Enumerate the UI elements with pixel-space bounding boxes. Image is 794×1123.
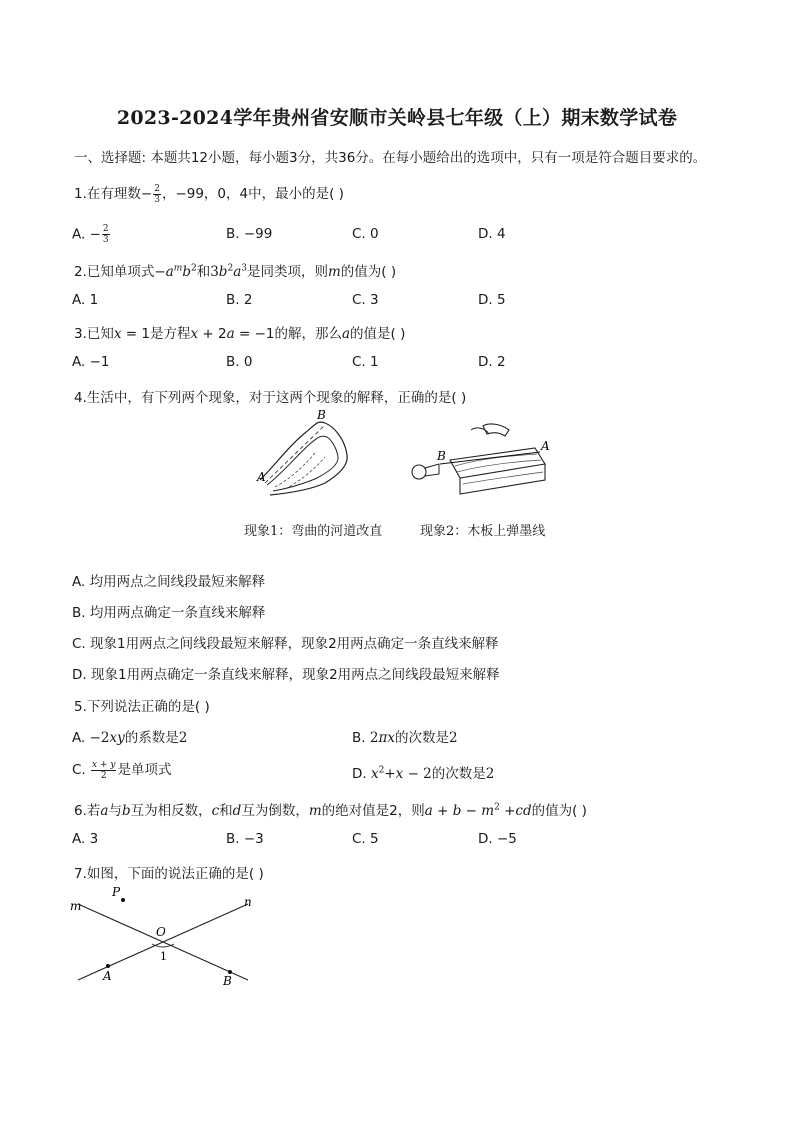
svg-text:B: B bbox=[223, 974, 232, 987]
q6-option-b: B. −3 bbox=[226, 831, 264, 847]
question-2: 2.已知单项式$-a^mb^2$和$3b^2a^3$是同类项，则m的值为( ) bbox=[74, 263, 397, 280]
q1-option-a: A. − $\frac{2}{3}$ bbox=[72, 224, 109, 245]
svg-text:B: B bbox=[317, 408, 326, 422]
wood-board-illustration bbox=[405, 420, 555, 500]
svg-text:A: A bbox=[541, 439, 550, 453]
q4-option-d: D. 现象1用两点确定一条直线来解释，现象2用两点之间线段最短来解释 bbox=[72, 667, 500, 683]
caption-phenomenon-2: 现象2：木板上弹墨线 bbox=[420, 524, 546, 539]
q6-option-a: A. 3 bbox=[72, 831, 99, 847]
svg-text:n: n bbox=[244, 895, 252, 909]
river-illustration bbox=[255, 405, 365, 500]
q3-option-b: B. 0 bbox=[226, 354, 253, 370]
svg-text:1: 1 bbox=[160, 950, 167, 963]
q1-option-d: D. 4 bbox=[478, 226, 506, 242]
q6-option-d: D. −5 bbox=[478, 831, 517, 847]
q4-option-c: C. 现象1用两点之间线段最短来解释，现象2用两点确定一条直线来解释 bbox=[72, 636, 499, 652]
question-5: 5.下列说法正确的是( ) bbox=[74, 699, 210, 715]
caption-phenomenon-1: 现象1：弯曲的河道改直 bbox=[244, 524, 383, 539]
question-6: 6.若a与b互为相反数，c和d互为倒数，m的绝对值是2，则$a + b - m^2 +cd$的值为( ) bbox=[74, 802, 587, 819]
q2-option-d: D. 5 bbox=[478, 292, 506, 308]
q2-option-b: B. 2 bbox=[226, 292, 253, 308]
question-7: 7.如图，下面的说法正确的是( ) bbox=[74, 866, 264, 882]
q1-option-b: B. −99 bbox=[226, 226, 273, 242]
fraction: $\frac{2}{3}$ bbox=[154, 183, 160, 205]
svg-text:A: A bbox=[257, 470, 266, 484]
q5-option-b: B. 2πx的次数是2 bbox=[352, 730, 458, 746]
q4-option-b: B. 均用两点确定一条直线来解释 bbox=[72, 605, 266, 621]
q3-option-a: A. −1 bbox=[72, 354, 110, 370]
q3-option-c: C. 1 bbox=[352, 354, 379, 370]
q6-option-c: C. 5 bbox=[352, 831, 379, 847]
svg-text:P: P bbox=[112, 885, 121, 899]
q5-option-d: D. $x^2+x - 2$的次数是2 bbox=[352, 765, 495, 782]
q1-option-c: C. 0 bbox=[352, 226, 379, 242]
svg-text:A: A bbox=[103, 969, 112, 983]
q2-option-c: C. 3 bbox=[352, 292, 379, 308]
q5-option-a: A. −2xy的系数是2 bbox=[72, 730, 188, 746]
q3-option-d: D. 2 bbox=[478, 354, 506, 370]
q5-option-c: C. $\frac{x + y}{2}$ 是单项式 bbox=[72, 759, 172, 781]
question-4: 4.生活中，有下列两个现象，对于这两个现象的解释，正确的是( ) bbox=[74, 390, 467, 406]
exam-title: 2023-2024学年贵州省安顺市关岭县七年级（上）期末数学试卷 bbox=[116, 107, 678, 129]
question-3: 3.已知x = 1是方程x + 2a = −1的解，那么a的值是( ) bbox=[74, 326, 406, 342]
svg-text:O: O bbox=[156, 925, 166, 939]
q2-option-a: A. 1 bbox=[72, 292, 99, 308]
question-1: 1.在有理数− $\frac{2}{3}$ ，−99，0，4中，最小的是( ) bbox=[74, 183, 344, 205]
intersecting-lines-figure bbox=[68, 882, 268, 987]
svg-text:m: m bbox=[70, 899, 82, 913]
q4-option-a: A. 均用两点之间线段最短来解释 bbox=[72, 574, 266, 590]
section-heading: 一、选择题: 本题共12小题，每小题3分，共36分。在每小题给出的选项中，只有一项是符合题目要求的。 bbox=[74, 150, 707, 166]
svg-text:B: B bbox=[437, 449, 446, 463]
